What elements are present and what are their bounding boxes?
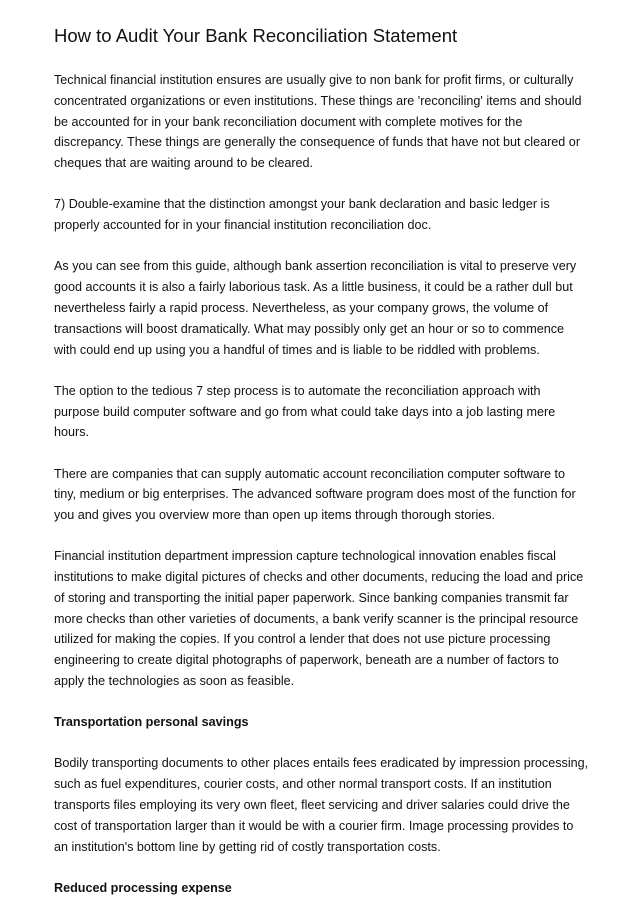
paragraph-software-companies: There are companies that can supply automatic account reconciliation computer software to tiny, medium or big enterprises. The advanced software program does most of the function for you and gives you overview more than open up items through thorough stories. <box>54 466 576 523</box>
paragraph-automation-option: The option to the tedious 7 step process is to automate the reconciliation approach with purpose build computer software and go from what could take days into a job lasting mere hours. <box>54 383 556 440</box>
paragraph-image-capture: Financial institution department impression capture technological innovation enables fiscal institutions to make digital pictures of checks and other documents, reducing the load and price of storing and transporting the initial paper paperwork. Since banking companies transmit far more checks than other varieties of documents, a bank verify scanner is the principal resource utilized for making the copies. If you control a lender that does not use picture processing engineering to create digital photographs of paperwork, beneath are a number of factors to apply the technologies as soon as feasible. <box>54 549 584 689</box>
paragraph-reconciling-items: Technical financial institution ensures are usually give to non bank for profit firms, or culturally concentrated organizations or even institutions. These things are 'reconciling' items and should be accounted for in your bank reconciliation document with complete motives for the discrepancy. These things are generally the consequence of funds that have not but cleared or cheques that are waiting around to be cleared. <box>54 73 582 171</box>
paragraph-transport-costs: Bodily transporting documents to other places entails fees eradicated by impression processing, such as fuel expenditures, courier costs, and other normal transport costs. If an institution transports files employing its very own fleet, fleet servicing and driver salaries could drive the cost of transportation larger than it would be with a courier firm. Image processing provides to an institution's bottom line by getting rid of costly transportation costs. <box>54 756 589 854</box>
document-title: How to Audit Your Bank Reconciliation Statement <box>54 25 458 46</box>
heading-reduced-processing: Reduced processing expense <box>54 880 232 895</box>
paragraph-guide-summary: As you can see from this guide, although bank assertion reconciliation is vital to preserve very good accounts it is also a fairly laborious task. As a little business, it could be a rather dull but nevertheless fairly a rapid process. Nevertheless, as your company grows, the volume of transactions will boost dramatically. What may possibly only get an hour or so to commence with could end up using you a handful of times and is liable to be riddled with problems. <box>54 259 577 357</box>
heading-transportation-savings: Transportation personal savings <box>54 715 249 730</box>
document-page <box>54 24 589 919</box>
paragraph-double-examine: 7) Double-examine that the distinction amongst your bank declaration and basic ledger is properly accounted for in your financial institution reconciliation doc. <box>54 197 550 233</box>
